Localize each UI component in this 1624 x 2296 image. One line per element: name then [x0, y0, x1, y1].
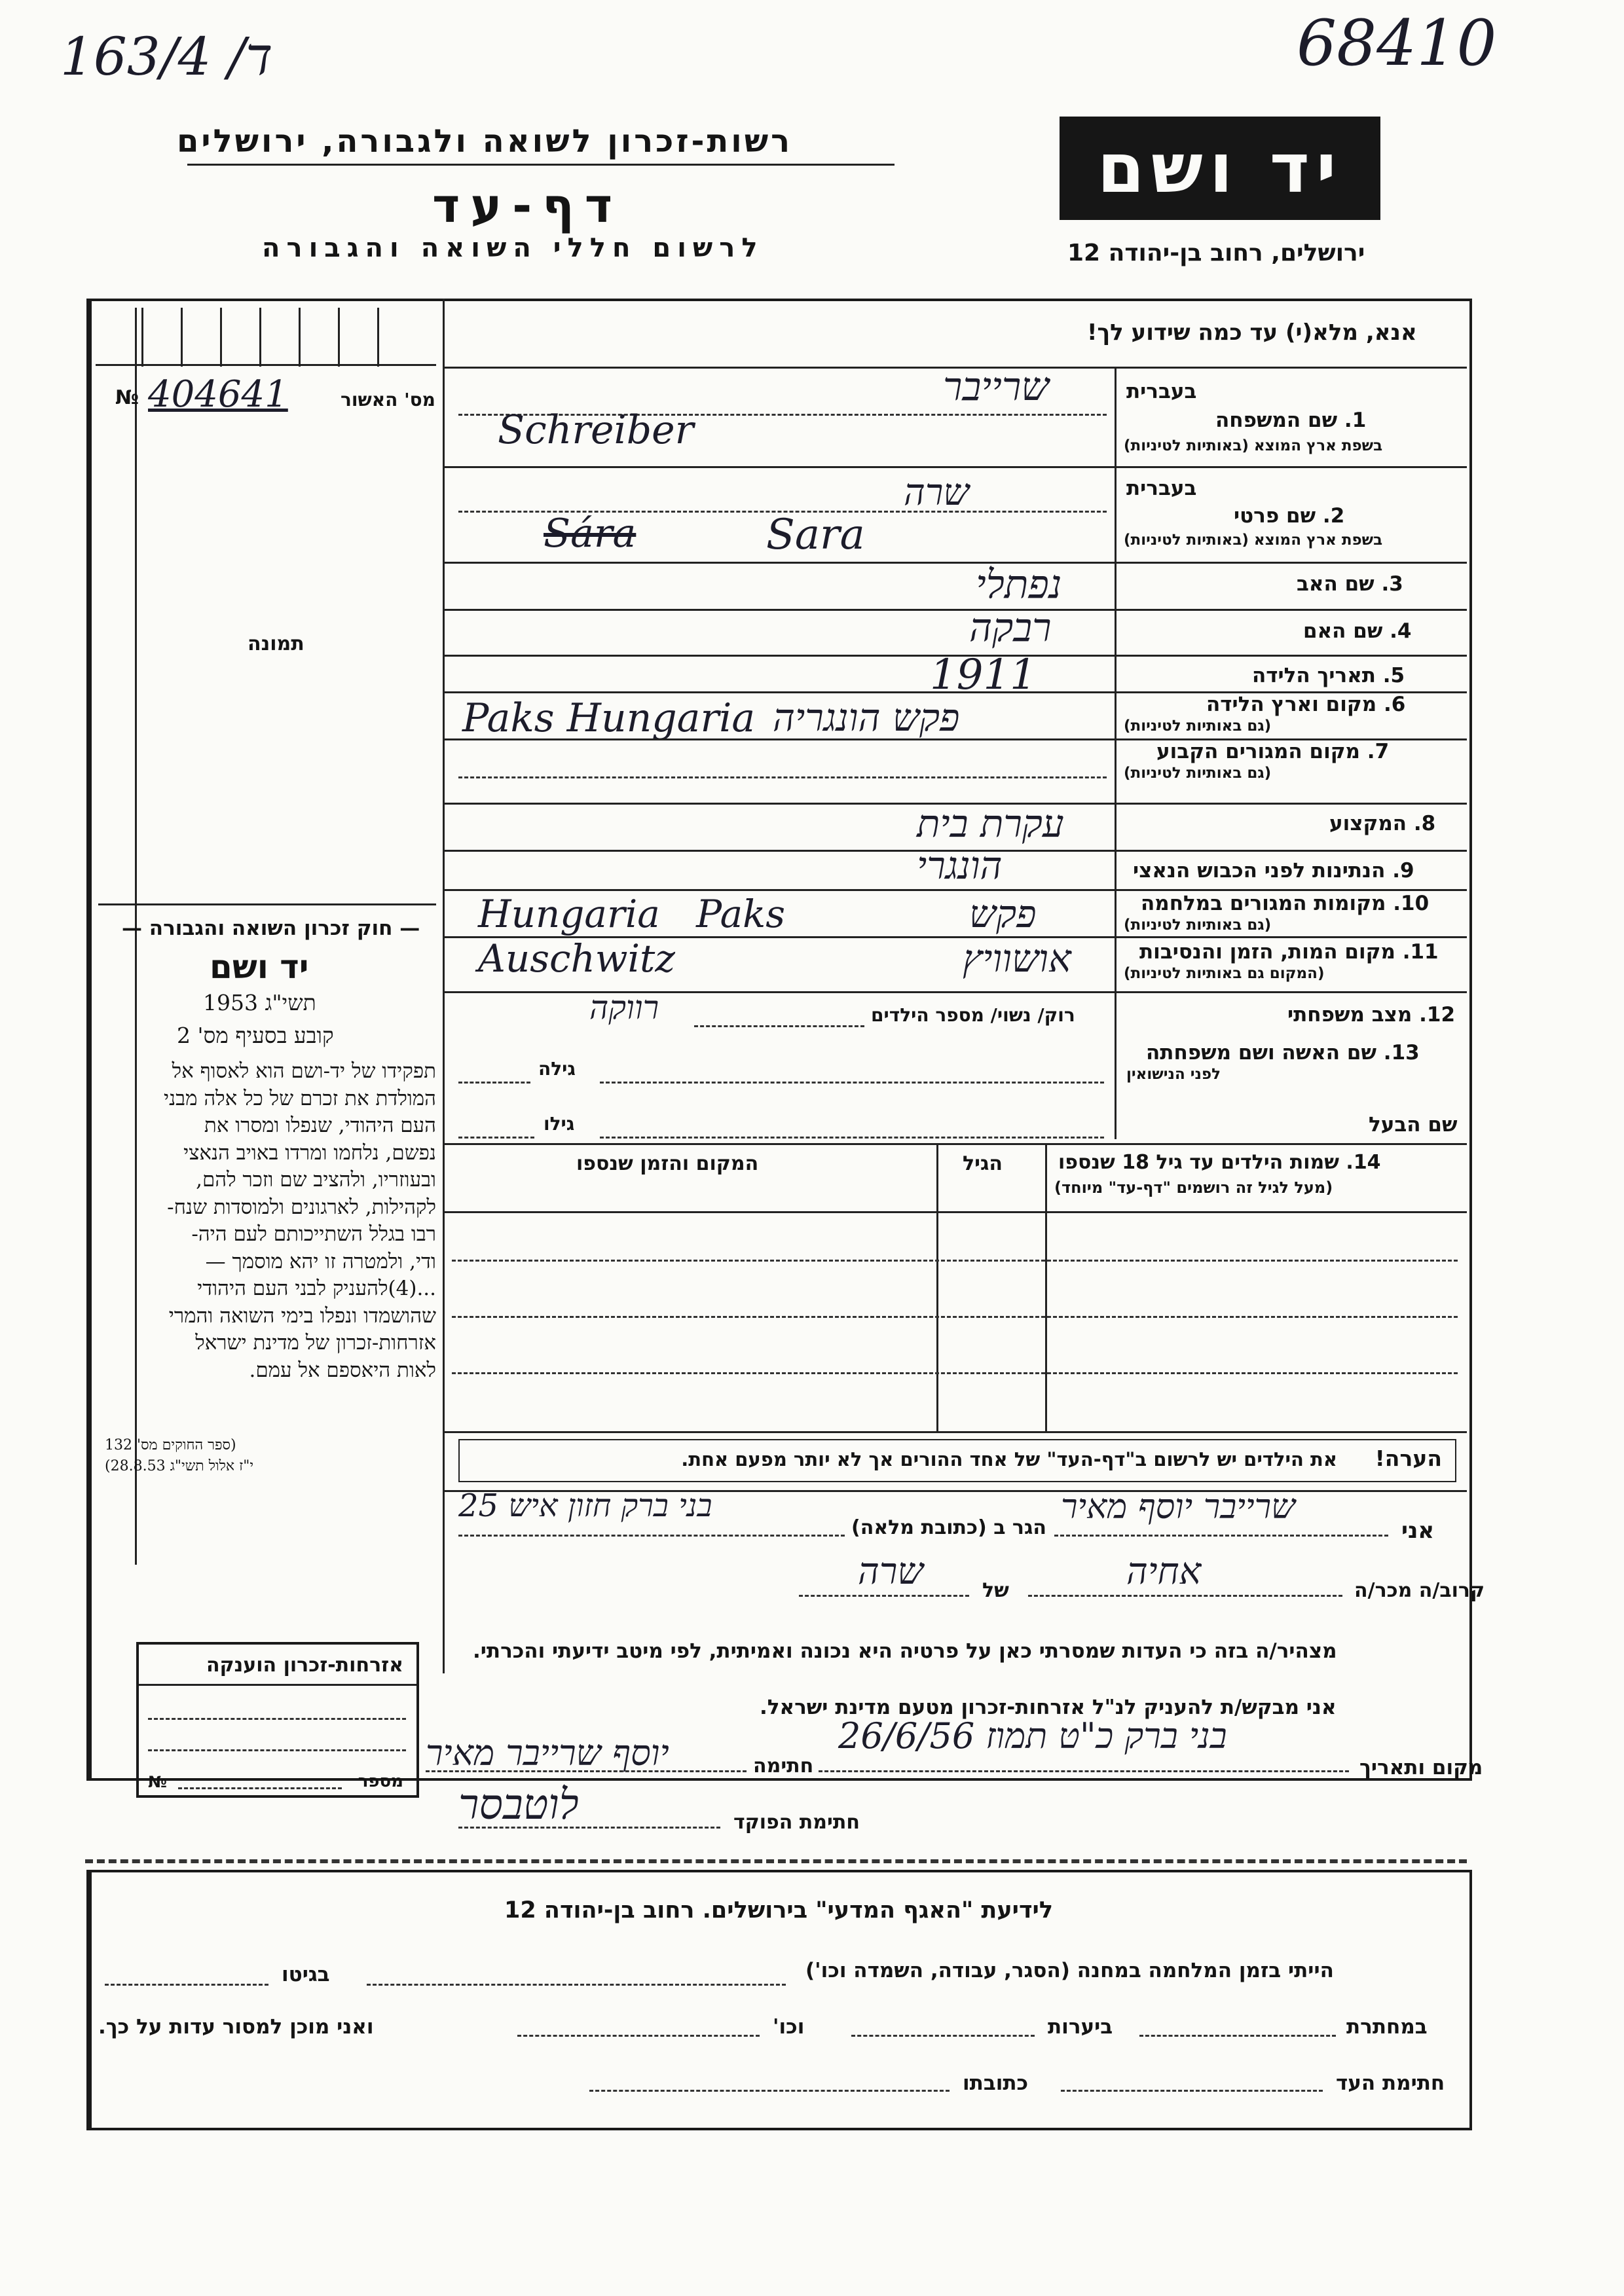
- field2-hebrew-tag: בעברית: [1126, 477, 1197, 500]
- resident-label: הגר ב (כתובת מלאה): [851, 1516, 1047, 1539]
- field6-value-he[interactable]: פקש הונגריה: [773, 695, 960, 740]
- form-subtitle: לרשום חללי השואה והגבורה: [262, 233, 764, 263]
- law-source-1: (ספר החוקים מס' 132: [105, 1437, 236, 1453]
- field6-value-latin[interactable]: Paks Hungaria: [462, 695, 756, 741]
- children-hint: (מעל לגיל זה רושמים "דף-עד" מיוחד): [1054, 1178, 1333, 1197]
- field13-label: 13. שם האשה ושם משפחתה: [1146, 1041, 1420, 1065]
- field11-value-he[interactable]: אושוויץ: [963, 936, 1071, 981]
- statement: מצהיר/ה בזה כי העדות שמסרתי כאן על פרטיה היא נכונה ואמיתית, לפי מיטב ידיעתי והכרתי.: [473, 1639, 1337, 1663]
- children-col-age: הגיל: [963, 1152, 1003, 1175]
- law-body: תפקידו של יד-ושם הוא לאסוף אל המולדת את זכרם של כל אלה מבני העם היהודי, שנפלו ומסרו את נפשם, נלחמו ומרדו באויב הנאצי ובעוזריו, ולהציב שם וזכר להם, לקהילות, לארגונים ולמוסדות שנח- רבו בגלל השתייכותם לעם היה- ודי, ולמטרה זו יהא מוסמך — ...(4)להעניק לבני העם היהודי שהושמדו ונפלו בימי השואה והמרי אזרחות-זכרון של מדינת ישראל לאות היאספם אל עמם.: [163, 1059, 436, 1382]
- field5-label: 5. תאריך הלידה: [1252, 664, 1405, 687]
- official-label: חתימת הפוקד: [733, 1811, 860, 1834]
- field1-label: 1. שם המשפחה: [1215, 409, 1367, 432]
- field2-value-he[interactable]: שרה: [904, 471, 969, 514]
- field10-value-latin[interactable]: Hungaria Paks: [478, 892, 786, 936]
- field11-value-latin[interactable]: Auschwitz: [478, 936, 675, 981]
- law-clause: קובע בסעיף מס' 2: [177, 1023, 334, 1048]
- field2-latin-hint: בשפת ארץ המוצא (באותיות לטיניות): [1124, 532, 1383, 549]
- relation-label: קרוב/ה מכר/ה: [1354, 1579, 1485, 1602]
- field10-label: 10. מקומות המגורים במלחמה: [1141, 892, 1430, 915]
- field12-options: רוק/ נשוי/ מספר הילדים: [871, 1004, 1075, 1026]
- of-label: של: [982, 1579, 1009, 1602]
- resident-value[interactable]: בני ברק חזון איש 25: [458, 1487, 712, 1524]
- sidebar-top-ticks: [96, 308, 436, 367]
- handwritten-reference: 163/ד/ 4: [60, 26, 273, 87]
- signature-label: חתימה: [753, 1755, 814, 1777]
- field13-hint: לפני הנישואין: [1126, 1066, 1221, 1083]
- field7-label: 7. מקום המגורים הקבוע: [1156, 740, 1390, 763]
- research-address: כתובתו: [963, 2071, 1029, 2095]
- research-ghetto: בגיטו: [282, 1963, 330, 1986]
- header-address: ירושלים, רחוב בן-יהודה 12: [1067, 240, 1365, 266]
- husband-age-label: גילו: [544, 1113, 575, 1135]
- relation-value[interactable]: אחיה: [1126, 1550, 1202, 1593]
- field5-value[interactable]: 1911: [930, 651, 1037, 699]
- approval-symbol: №: [115, 386, 139, 409]
- research-line1: הייתי בזמן המלחמה במחנה (הסגר, עבודה, השמדה וכו'): [805, 1959, 1334, 1982]
- field4-label: 4. שם האם: [1303, 619, 1412, 643]
- field12-value[interactable]: רווקה: [589, 989, 659, 1027]
- research-underground: במחתרת: [1346, 2015, 1428, 2039]
- handwritten-file-number: 68410: [1297, 7, 1497, 80]
- field8-label: 8. המקצוע: [1329, 812, 1436, 835]
- field1-hebrew-tag: בעברית: [1126, 380, 1197, 403]
- husband-label: שם הבעל: [1369, 1113, 1458, 1137]
- research-witness-sig: חתימת העד: [1336, 2071, 1445, 2095]
- approval-number: 404641: [148, 373, 288, 416]
- field2-value-latin[interactable]: Sara: [766, 511, 865, 559]
- children-label: 14. שמות הילדים עד גיל 18 שנספו: [1058, 1151, 1381, 1174]
- field9-value[interactable]: הונגרי: [917, 843, 1003, 888]
- place-date-label: מקום ותאריך: [1359, 1756, 1483, 1779]
- field1-value-latin[interactable]: Schreiber: [498, 407, 694, 453]
- field12-label: 12. מצב משפחתי: [1287, 1003, 1456, 1027]
- research-title: לידיעת "האגף המדעי" בירושלים. רחוב בן-יהודה 12: [504, 1897, 1053, 1923]
- official-signature: לוטבסר: [458, 1781, 579, 1829]
- children-col-place: המקום והזמן שנספו: [576, 1152, 759, 1175]
- field11-label: 11. מקום המות, הזמן והנסיבות: [1139, 940, 1439, 964]
- field8-value[interactable]: עקרת בית: [917, 801, 1064, 846]
- field1-value-he[interactable]: שרייבר: [943, 364, 1049, 410]
- field6-label: 6. מקום וארץ הלידה: [1206, 693, 1406, 716]
- law-title: — חוק זכרון השואה והגבורה —: [122, 917, 420, 940]
- intro-text: אנא, מלא(י) עד כמה שידוע לך!: [1087, 319, 1417, 346]
- memorial-box: אזרחות-זכרון הוענקה № מספר: [136, 1642, 419, 1798]
- declarant-name[interactable]: שרייבר יוסף מאיר: [1061, 1487, 1295, 1527]
- law-logo: יד ושם: [210, 948, 309, 986]
- field2-value-struck: Sára: [544, 511, 637, 556]
- field4-value[interactable]: רבקה: [969, 605, 1052, 651]
- field3-value[interactable]: נפתלי: [976, 562, 1062, 608]
- place-date-value[interactable]: בני ברק כ"ט תמוז 26/6/56: [838, 1715, 1227, 1757]
- field10-hint: (גם באותיות לטיניות): [1124, 917, 1272, 934]
- request: אני מבקש/ת להעניק לנ"ל אזרחות-זכרון מטעם מדינת ישראל.: [760, 1696, 1337, 1719]
- form-title: דף-עד: [432, 178, 623, 233]
- field6-hint: (גם באותיות לטיניות): [1124, 718, 1272, 735]
- note-label: הערה!: [1375, 1446, 1442, 1471]
- approval-label: מס' האשור: [341, 389, 435, 410]
- field11-hint: (המקום גם באותיות לטיניות): [1124, 965, 1325, 982]
- research-forests: ביערות: [1048, 2015, 1113, 2039]
- field2-label: 2. שם פרטי: [1234, 504, 1345, 528]
- photo-label: תמונה: [248, 632, 304, 655]
- signature-value[interactable]: יוסף שרייבר מאיר: [426, 1732, 669, 1774]
- field9-label: 9. הנתינות לפני הכבוש הנאצי: [1133, 859, 1414, 883]
- field1-latin-hint: בשפת ארץ המוצא (באותיות לטיניות): [1124, 437, 1383, 454]
- field10-value-he[interactable]: פקש: [969, 892, 1037, 936]
- field7-hint: (גם באותיות לטיניות): [1124, 765, 1272, 782]
- yad-vashem-logo: יד ושם: [1060, 117, 1380, 220]
- field13-age-label: גילה: [538, 1058, 576, 1080]
- org-line: רשות-זכרון לשואה ולגבורה, ירושלים: [177, 123, 793, 160]
- research-etc: וכו': [773, 2015, 805, 2039]
- declaration-ani: אני: [1401, 1518, 1435, 1544]
- note-box: [458, 1439, 1456, 1482]
- note-text: את הילדים יש לרשום ב"דף-העד" של אחד ההורים אך לא יותר מפעם אחת.: [681, 1448, 1337, 1470]
- law-source-2: י"ז אלול תשי"ג 28.8.53): [105, 1458, 254, 1474]
- field3-label: 3. שם האב: [1297, 572, 1403, 596]
- law-year: תשי"ג 1953: [203, 990, 316, 1015]
- research-willing: ואני מוכן למסור עדות על כך.: [98, 2015, 374, 2039]
- of-value[interactable]: שרה: [858, 1550, 923, 1593]
